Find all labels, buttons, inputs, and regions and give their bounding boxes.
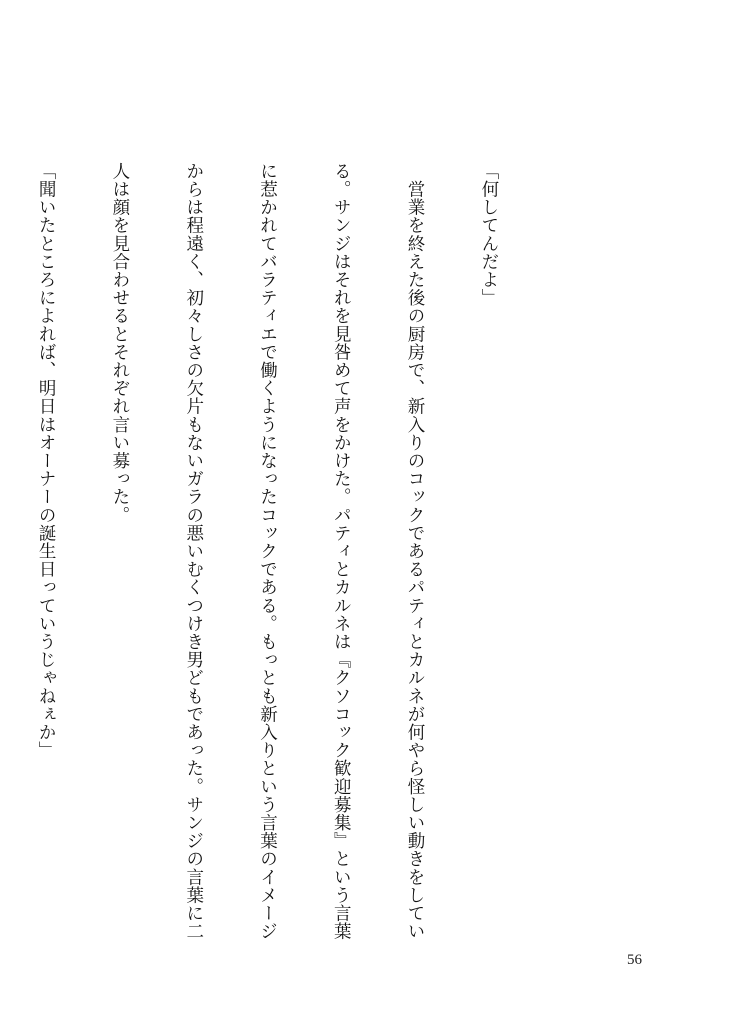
- text-line: 「聞いたところによれば、明日はオーナーの誕生日っていうじゃねぇか」: [36, 162, 57, 760]
- text-line: からは程遠く、初々しさの欠片もないガラの悪いむくつけき男どもであった。サンジの言葉に二: [183, 162, 204, 941]
- vertical-text-block: [0, 162, 550, 941]
- text-line: 「何してんだよ」: [478, 162, 499, 307]
- text-line: に惹かれてバラティエで働くようになったコックである。もっとも新入りという言葉のイメージ: [257, 162, 278, 941]
- text-line: る。サンジはそれを見咎めて声をかけた。パティとカルネは『クソコック歓迎募集』という言葉: [331, 162, 352, 941]
- page-number: 56: [627, 952, 642, 968]
- text-line: 人は顔を見合わせるとそれぞれ言い募った。: [109, 162, 130, 524]
- text-line: 営業を終えた後の厨房で、新入りのコックであるパティとカルネが何やら怪しい動きをしてい: [405, 162, 426, 941]
